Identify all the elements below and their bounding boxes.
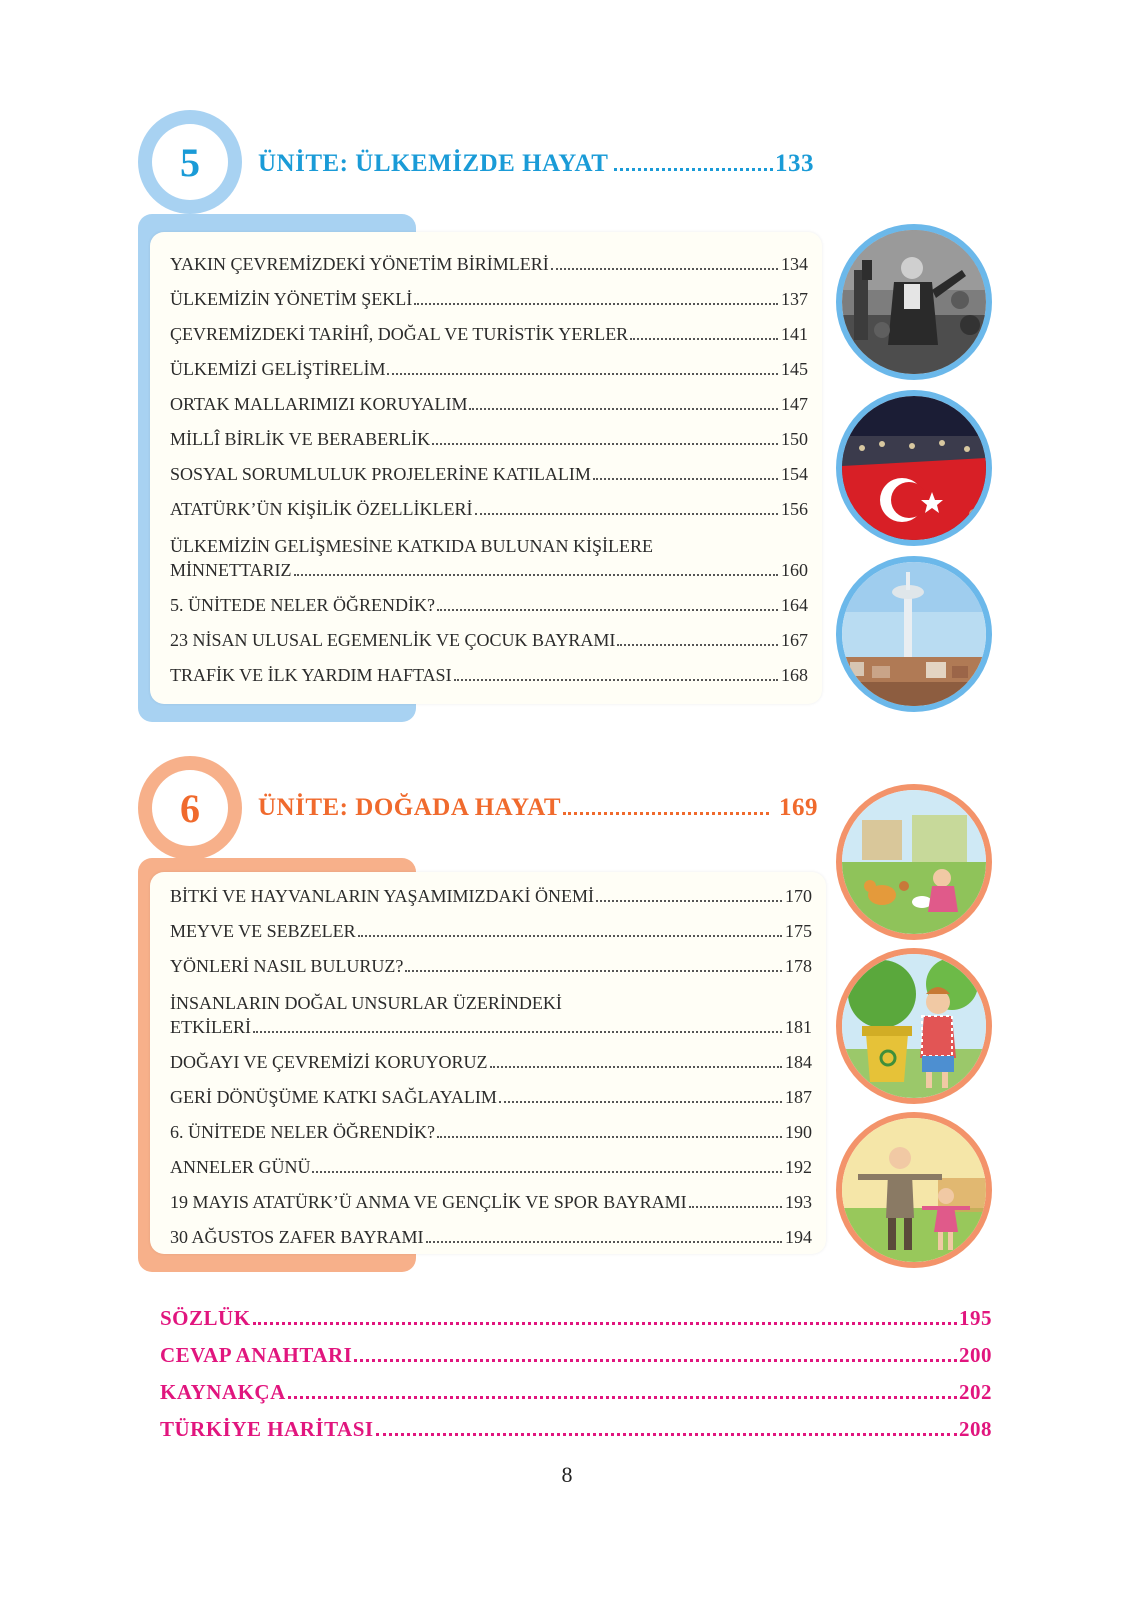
toc-entry[interactable] xyxy=(170,386,808,421)
toc-leader-dots xyxy=(432,443,778,445)
toc-entry[interactable] xyxy=(170,351,808,386)
exercise-illustration xyxy=(836,1112,992,1268)
toc-entry-page: 170 xyxy=(785,886,812,906)
appendix-entry-page: 202 xyxy=(959,1380,992,1404)
toc-entry-page: 187 xyxy=(785,1087,812,1107)
toc-entry-title-line-2: MİNNETTARIZ xyxy=(170,560,292,580)
toc-entry-page: 168 xyxy=(781,665,808,685)
toc-leader-dots xyxy=(426,1241,782,1243)
ataturk-photo xyxy=(836,224,992,380)
toc-entry-page: 193 xyxy=(785,1192,812,1212)
unit-6-badge-ring xyxy=(138,756,242,860)
toc-entry-title-line-1: ÜLKEMİZİN GELİŞMESİNE KATKIDA BULUNAN KİŞİLERE xyxy=(170,536,653,556)
girl-recycling-bin-image xyxy=(842,954,986,1098)
toc-entry-title: ÇEVREMİZDEKİ TARİHÎ, DOĞAL VE TURİSTİK YERLER xyxy=(170,324,629,344)
toc-leader-dots xyxy=(253,1031,782,1033)
toc-entry[interactable] xyxy=(170,1114,812,1149)
unit-6-contents-panel xyxy=(150,872,826,1254)
toc-entry-title: MEYVE VE SEBZELER xyxy=(170,921,356,941)
appendix-leader-dots xyxy=(376,1433,957,1436)
toc-entry[interactable] xyxy=(170,913,812,948)
toc-entry[interactable] xyxy=(170,878,812,913)
appendix-entry-page: 195 xyxy=(959,1306,992,1330)
toc-leader-dots xyxy=(437,609,778,611)
toc-entry-title: 6. ÜNİTEDE NELER ÖĞRENDİK? xyxy=(170,1122,435,1142)
toc-leader-dots xyxy=(405,970,782,972)
unit-5-heading[interactable] xyxy=(258,150,814,178)
toc-entry-page: 160 xyxy=(781,560,808,580)
ankara-tower-photo xyxy=(836,556,992,712)
toc-entry-page: 192 xyxy=(785,1157,812,1177)
toc-leader-dots xyxy=(499,1101,782,1103)
unit-5-entry-list xyxy=(170,246,808,692)
toc-entry-page: 178 xyxy=(785,956,812,976)
toc-entry[interactable] xyxy=(170,491,808,526)
toc-entry[interactable] xyxy=(170,587,808,622)
toc-entry-page: 137 xyxy=(781,289,808,309)
unit-6-entry-list xyxy=(170,878,812,1254)
toc-entry-title: SOSYAL SORUMLULUK PROJELERİNE KATILALIM xyxy=(170,464,591,484)
toc-entry-page: 154 xyxy=(781,464,808,484)
appendix-entry[interactable] xyxy=(160,1405,992,1442)
unit-5-title-leader xyxy=(614,168,773,171)
unit-5-number: 5 xyxy=(152,124,228,200)
unit-5-title: ÜNİTE: ÜLKEMİZDE HAYAT xyxy=(258,150,609,177)
toc-leader-dots xyxy=(358,935,782,937)
grandfather-child-exercise-image xyxy=(842,1118,986,1262)
toc-entry[interactable] xyxy=(170,948,812,983)
toc-entry[interactable] xyxy=(170,456,808,491)
toc-entry[interactable] xyxy=(170,1044,812,1079)
appendix-entry[interactable] xyxy=(160,1368,992,1405)
appendix-entry-title: SÖZLÜK xyxy=(160,1306,251,1330)
toc-entry-title-line-2: ETKİLERİ xyxy=(170,1017,251,1037)
flag-crowd-photo xyxy=(836,390,992,546)
toc-entry-title: 23 NİSAN ULUSAL EGEMENLİK VE ÇOCUK BAYRAMI xyxy=(170,630,616,650)
appendix-entry[interactable] xyxy=(160,1294,992,1331)
toc-entry-page: 167 xyxy=(781,630,808,650)
toc-entry[interactable] xyxy=(170,526,808,587)
toc-entry-page: 164 xyxy=(781,595,808,615)
toc-entry-page: 156 xyxy=(781,499,808,519)
toc-entry-page: 184 xyxy=(785,1052,812,1072)
unit-5-page: 133 xyxy=(775,150,814,177)
toc-entry[interactable] xyxy=(170,1184,812,1219)
toc-leader-dots xyxy=(617,644,778,646)
toc-entry-title: YAKIN ÇEVREMİZDEKİ YÖNETİM BİRİMLERİ xyxy=(170,254,549,274)
toc-leader-dots xyxy=(593,478,778,480)
kids-feeding-animals-image xyxy=(842,790,986,934)
children-animals-illustration xyxy=(836,784,992,940)
toc-entry-title: 5. ÜNİTEDE NELER ÖĞRENDİK? xyxy=(170,595,435,615)
toc-entry-page: 145 xyxy=(781,359,808,379)
toc-entry-title: ÜLKEMİZİ GELİŞTİRELİM xyxy=(170,359,386,379)
toc-entry-title: GERİ DÖNÜŞÜME KATKI SAĞLAYALIM xyxy=(170,1087,497,1107)
appendix-entry-page: 208 xyxy=(959,1417,992,1441)
toc-entry-title: YÖNLERİ NASIL BULURUZ? xyxy=(170,956,404,976)
appendix-list xyxy=(160,1294,992,1442)
recycling-illustration xyxy=(836,948,992,1104)
toc-entry-title-line-1: İNSANLARIN DOĞAL UNSURLAR ÜZERİNDEKİ xyxy=(170,993,562,1013)
toc-entry[interactable] xyxy=(170,983,812,1044)
appendix-leader-dots xyxy=(288,1396,957,1399)
toc-entry[interactable] xyxy=(170,281,808,316)
appendix-leader-dots xyxy=(253,1322,957,1325)
toc-entry-title: MİLLÎ BİRLİK VE BERABERLİK xyxy=(170,429,431,449)
ataturk-speech-image xyxy=(842,230,986,374)
appendix-leader-dots xyxy=(354,1359,957,1362)
toc-leader-dots xyxy=(551,268,778,270)
atakule-city-image xyxy=(842,562,986,706)
toc-leader-dots xyxy=(689,1206,782,1208)
toc-leader-dots xyxy=(596,900,782,902)
toc-leader-dots xyxy=(630,338,778,340)
toc-entry-title: TRAFİK VE İLK YARDIM HAFTASI xyxy=(170,665,452,685)
toc-entry-title: BİTKİ VE HAYVANLARIN YAŞAMIMIZDAKİ ÖNEMİ xyxy=(170,886,594,906)
unit-5-contents-panel xyxy=(150,232,822,704)
toc-entry-page: 181 xyxy=(785,1017,812,1037)
appendix-entry-title: TÜRKİYE HARİTASI xyxy=(160,1417,374,1441)
toc-leader-dots xyxy=(414,303,778,305)
toc-entry-page: 190 xyxy=(785,1122,812,1142)
toc-entry-title: ORTAK MALLARIMIZI KORUYALIM xyxy=(170,394,468,414)
toc-entry-page: 147 xyxy=(781,394,808,414)
toc-entry-page: 150 xyxy=(781,429,808,449)
toc-entry-title: ÜLKEMİZİN YÖNETİM ŞEKLİ xyxy=(170,289,413,309)
toc-leader-dots xyxy=(475,513,778,515)
appendix-entry-title: CEVAP ANAHTARI xyxy=(160,1343,353,1367)
toc-entry[interactable] xyxy=(170,421,808,456)
turkish-flag-crowd-image xyxy=(842,396,986,540)
toc-leader-dots xyxy=(312,1171,782,1173)
toc-entry[interactable] xyxy=(170,1219,812,1254)
appendix-entry-title: KAYNAKÇA xyxy=(160,1380,286,1404)
unit-6-heading[interactable] xyxy=(258,794,818,822)
toc-entry[interactable] xyxy=(170,1079,812,1114)
toc-entry-page: 141 xyxy=(781,324,808,344)
toc-leader-dots xyxy=(387,373,778,375)
toc-entry-page: 194 xyxy=(785,1227,812,1247)
unit-5-badge-ring xyxy=(138,110,242,214)
unit-6-number: 6 xyxy=(152,770,228,846)
appendix-entry-page: 200 xyxy=(959,1343,992,1367)
toc-entry[interactable] xyxy=(170,316,808,351)
toc-leader-dots xyxy=(490,1066,783,1068)
toc-entry-title: DOĞAYI VE ÇEVREMİZİ KORUYORUZ xyxy=(170,1052,488,1072)
appendix-entry[interactable] xyxy=(160,1331,992,1368)
page-number: 8 xyxy=(561,1462,573,1487)
toc-entry-title: 19 MAYIS ATATÜRK’Ü ANMA VE GENÇLİK VE SPOR BAYRAMI xyxy=(170,1192,687,1212)
toc-leader-dots xyxy=(469,408,778,410)
unit-6-title: ÜNİTE: DOĞADA HAYAT xyxy=(258,794,562,821)
toc-entry-title: 30 AĞUSTOS ZAFER BAYRAMI xyxy=(170,1227,424,1247)
toc-entry[interactable] xyxy=(170,1149,812,1184)
unit-6-page: 169 xyxy=(779,794,818,821)
unit-6-title-leader xyxy=(563,812,769,815)
toc-leader-dots xyxy=(454,679,778,681)
toc-entry-title: ANNELER GÜNÜ xyxy=(170,1157,311,1177)
toc-entry-page: 134 xyxy=(781,254,808,274)
toc-entry[interactable] xyxy=(170,622,808,657)
toc-entry-title: ATATÜRK’ÜN KİŞİLİK ÖZELLİKLERİ xyxy=(170,499,473,519)
toc-entry[interactable] xyxy=(170,246,808,281)
toc-entry-page: 175 xyxy=(785,921,812,941)
toc-entry[interactable] xyxy=(170,657,808,692)
toc-leader-dots xyxy=(294,574,778,576)
toc-leader-dots xyxy=(437,1136,782,1138)
